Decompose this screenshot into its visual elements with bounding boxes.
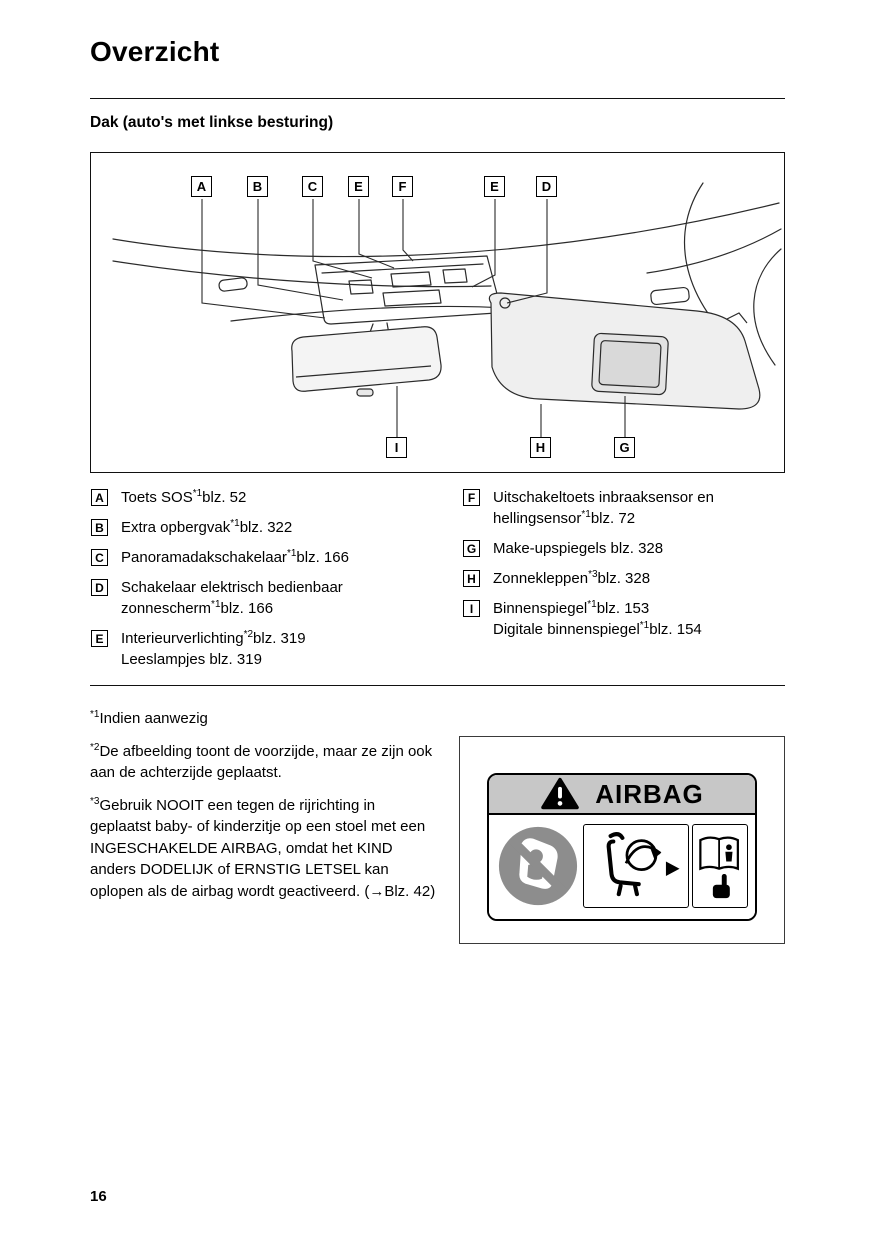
- legend-item-g: [462, 538, 785, 559]
- footnote-3: $^{*3}$Gebruik NOOIT een tegen de rijrichting in geplaatst baby- of kinderzitje op een stoel met een INGESCHAKELDE AIRBAG, omdat het KIND anders DODELIJK of ERNSTIG LETSEL kan oplopen als de airbag wordt geactiveerd. (→Blz. 42): [90, 795, 436, 900]
- page-title: Overzicht: [90, 36, 220, 67]
- legend-item-f: [462, 487, 785, 529]
- legend-key-c: C: [91, 549, 108, 566]
- airbag-label-title: AIRBAG: [595, 778, 704, 809]
- callout-box-e1: E: [348, 176, 369, 197]
- legend-item-d: [90, 577, 462, 619]
- legend-text-b: Extra opbergvak$^{*1}$blz. 322: [121, 518, 293, 536]
- roof-drawing-illustration: [91, 153, 784, 472]
- legend-key-g: G: [463, 540, 480, 557]
- legend-item-e: [90, 628, 462, 670]
- footnote-2: $^{*2}$De afbeelding toont de voorzijde, maar ze zijn ook aan de achterzijde geplaatst.: [90, 741, 433, 781]
- footnote-1: $^{*1}$Indien aanwezig: [90, 709, 208, 727]
- legend-key-f: F: [463, 489, 480, 506]
- callout-box-i: I: [386, 437, 407, 458]
- airbag-label-header: [489, 775, 755, 815]
- legend-text-a: Toets SOS$^{*1}$blz. 52: [121, 488, 247, 506]
- page-number: 16: [90, 1188, 107, 1205]
- airbag-deploy-seat-icon: [583, 824, 689, 908]
- callout-box-e2: E: [484, 176, 505, 197]
- legend-item-h: [462, 568, 785, 589]
- owners-manual-icon: [692, 824, 748, 908]
- airbag-warning-label: [487, 773, 757, 921]
- airbag-pictograms: [489, 815, 755, 919]
- legend-key-i: I: [463, 600, 480, 617]
- legend-column-right: [462, 487, 785, 679]
- legend-key-a: A: [91, 489, 108, 506]
- section-heading: Dak (auto's met linkse besturing): [90, 114, 334, 131]
- legend-item-b: [90, 517, 462, 538]
- callout-box-a: A: [191, 176, 212, 197]
- roof-diagram: [90, 152, 785, 473]
- legend-text-f: Uitschakeltoets inbraaksensor en hellingsensor$^{*1}$blz. 72: [493, 489, 714, 527]
- legend-column-left: [90, 487, 462, 679]
- legend: [90, 487, 785, 679]
- legend-text-g: Make-upspiegels blz. 328: [493, 540, 664, 557]
- airbag-warning-panel: [459, 736, 785, 944]
- legend-item-c: [90, 547, 462, 568]
- legend-key-d: D: [91, 579, 108, 596]
- legend-key-e: E: [91, 630, 108, 647]
- legend-text-d: Schakelaar elektrisch bedienbaar zonnescherm$^{*1}$blz. 166: [121, 579, 343, 617]
- footnotes: [90, 708, 438, 944]
- legend-key-h: H: [463, 570, 480, 587]
- legend-text-c: Panoramadakschakelaar$^{*1}$blz. 166: [121, 548, 349, 566]
- callout-box-c: C: [302, 176, 323, 197]
- callout-box-f: F: [392, 176, 413, 197]
- callout-box-g: G: [614, 437, 635, 458]
- legend-text-e: Interieurverlichting$^{*2}$blz. 319 Leeslampjes blz. 319: [121, 629, 306, 668]
- legend-text-i: Binnenspiegel$^{*1}$blz. 153 Digitale binnenspiegel$^{*1}$blz. 154: [493, 599, 702, 638]
- warning-triangle-icon: [540, 777, 580, 811]
- no-rearfacing-childseat-icon: [496, 824, 580, 908]
- legend-key-b: B: [91, 519, 108, 536]
- legend-item-a: [90, 487, 462, 508]
- legend-rule: [90, 685, 785, 686]
- legend-text-h: Zonnekleppen$^{*3}$blz. 328: [493, 569, 651, 587]
- callout-box-d: D: [536, 176, 557, 197]
- notes-section: [90, 708, 785, 944]
- legend-item-i: [462, 598, 785, 640]
- callout-box-h: H: [530, 437, 551, 458]
- title-rule: [90, 98, 785, 99]
- callout-box-b: B: [247, 176, 268, 197]
